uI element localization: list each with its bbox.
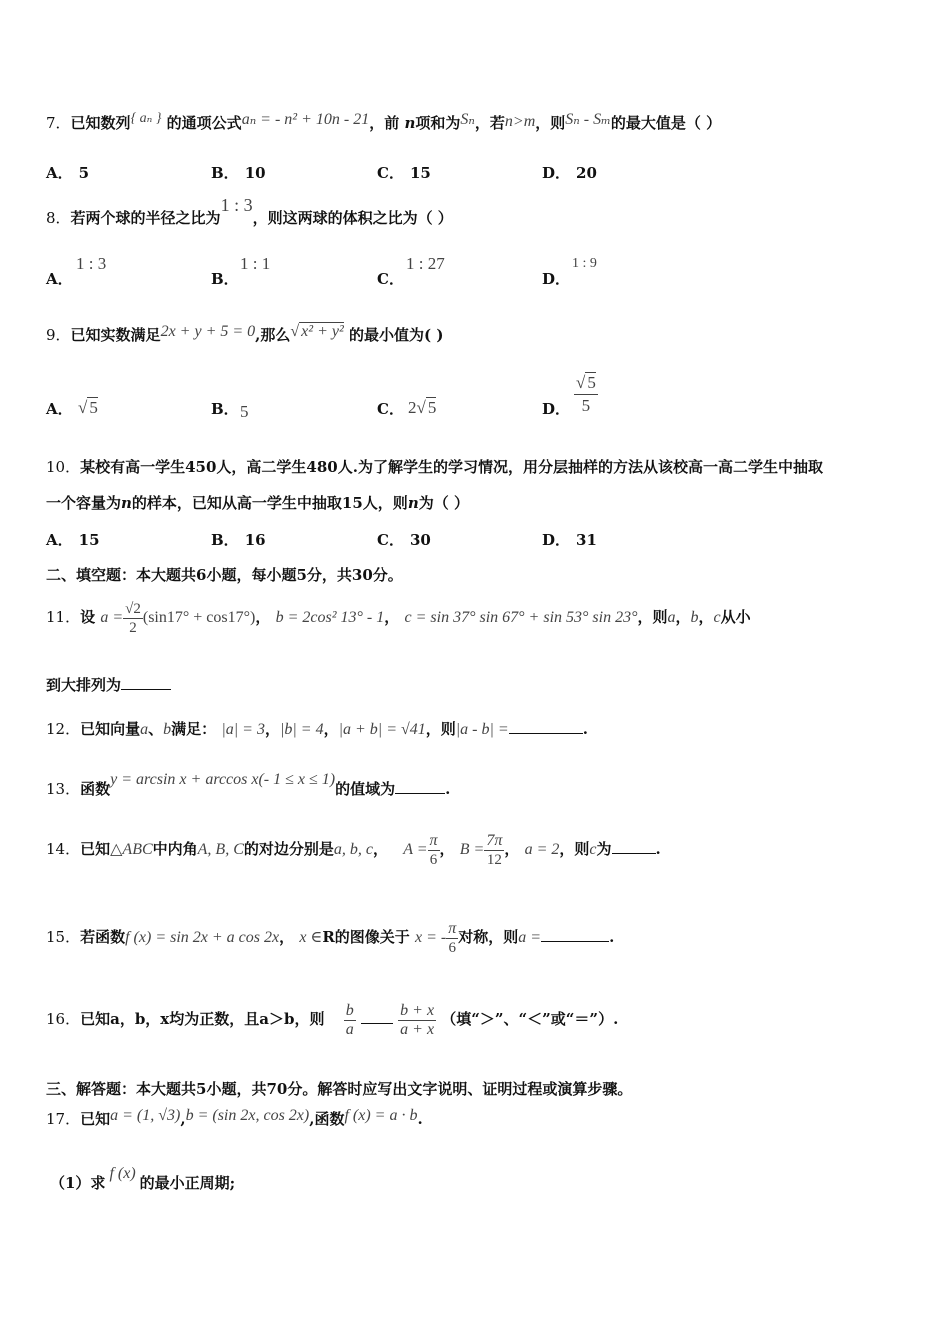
question-14: 14．已知△ABC中内角A, B, C的对边分别是a, b, c， A = $\frac{\pi}{6}$ ， B = $\frac{7\pi}{12}$ ， a = 2，则c为 .	[46, 831, 661, 868]
q10-option-d: D． 31	[542, 531, 597, 549]
question-10-line1: 10．某校有高一学生450人，高二学生480人.为了解学生的学习情况，用分层抽样的方法从该校高一高二学生中抽取	[46, 458, 823, 476]
q9-option-c: C．	[377, 400, 404, 418]
q11-fraction: $\frac{√2}{2}$	[125, 600, 141, 636]
section-2-heading: 二、填空题：本大题共6小题，每小题5分，共30分。	[46, 566, 403, 584]
q8-option-c-value: 1 : 27	[406, 254, 445, 273]
question-13: 13．函数y = arcsin x + arccos x(- 1 ≤ x ≤ 1)的值域为 .	[46, 771, 451, 798]
q9-option-a: A．	[46, 400, 73, 418]
q9-option-d-fraction: $\frac{√ 5}{5}$	[576, 373, 596, 415]
q16-frac-1: $\frac{b}{a}$	[345, 1001, 354, 1038]
q8-option-a-value: 1 : 3	[76, 254, 107, 273]
q8-option-c: C．	[377, 270, 404, 288]
q14-frac-B: $\frac{7\pi}{12}$	[486, 831, 503, 868]
q13-answer-blank[interactable]	[395, 779, 445, 794]
question-12: 12．已知向量a、b满足： |a| = 3，|b| = 4，|a + b| = √41，则|a - b| = .	[46, 720, 588, 738]
q14-answer-blank[interactable]	[612, 839, 656, 854]
question-11-line2: 到大排列为	[46, 674, 171, 696]
q10-option-b: B． 16	[211, 531, 266, 549]
q11-answer-blank[interactable]	[121, 675, 171, 690]
q16-frac-2: $\frac{b + x}{a + x}$	[400, 1001, 435, 1038]
q7-option-b: B． 10	[211, 164, 266, 182]
q15-frac: $\frac{\pi}{6}$	[448, 919, 457, 956]
q10-option-a: A． 15	[46, 531, 100, 549]
q8-option-d: D．	[542, 270, 571, 288]
question-7: 7．已知数列{ aₙ } 的通项公式aₙ = - n² + 10n - 21，前 n项和为Sₙ，若n>m，则Sₙ - Sₘ的最大值是（ ）	[46, 111, 722, 132]
question-17: 17．已知a = (1, √3),b = (sin 2x, cos 2x),函数f (x) = a · b.	[46, 1107, 423, 1128]
question-16: 16．已知a，b，x均为正数，且a＞b，则 $\frac{b}{a}$ $\frac{b + x}{a + x}$ （填“＞”、“＜”或“＝”）.	[46, 1001, 619, 1038]
question-17-part-1: （1）求f (x)的最小正周期;	[50, 1165, 236, 1192]
q9-option-a-value: √ 5	[78, 398, 98, 417]
q8-option-a: A．	[46, 270, 73, 288]
q7-option-a: A． 5	[46, 164, 90, 182]
question-9: 9．已知实数满足2x + y + 5 = 0,那么√ x² + y² 的最小值为( )	[46, 323, 444, 344]
q7-number: 7．	[46, 114, 71, 132]
question-15: 15．若函数f (x) = sin 2x + a cos 2x， x ∈R的图像关于 x = - $\frac{\pi}{6}$ 对称，则a = .	[46, 919, 615, 956]
q8-option-d-value: 1 : 9	[572, 256, 597, 271]
q9-option-b: B．	[211, 400, 239, 418]
question-11: 11．设 a = $\frac{√2}{2}$ (sin17° + cos17°)， b = 2cos² 13° - 1， c = sin 37° sin 67° + sin 53° sin 23°，则a，b，c从小	[46, 600, 751, 636]
section-3-heading: 三、解答题：本大题共5小题，共70分。解答时应写出文字说明、证明过程或演算步骤。	[46, 1080, 633, 1098]
q10-option-c: C． 30	[377, 531, 431, 549]
q14-frac-A: $\frac{\pi}{6}$	[429, 831, 438, 868]
question-10-line2: 一个容量为n的样本，已知从高一学生中抽取15人，则n为（ ）	[46, 494, 469, 512]
q16-answer-blank[interactable]	[361, 1009, 393, 1024]
q15-answer-blank[interactable]	[541, 927, 609, 942]
q7-option-c: C． 15	[377, 164, 431, 182]
question-8: 8．若两个球的半径之比为1 : 3，则这两球的体积之比为（ ）	[46, 195, 453, 227]
q9-option-c-value: 2√ 5	[408, 398, 437, 417]
q9-sqrt-arg: x² + y²	[301, 323, 344, 340]
q8-option-b: B．	[211, 270, 239, 288]
q9-option-d: D．	[542, 400, 571, 418]
q8-option-b-value: 1 : 1	[240, 254, 271, 273]
q7-option-d: D． 20	[542, 164, 597, 182]
q9-option-b-value: 5	[240, 402, 249, 421]
q12-answer-blank[interactable]	[509, 719, 583, 734]
